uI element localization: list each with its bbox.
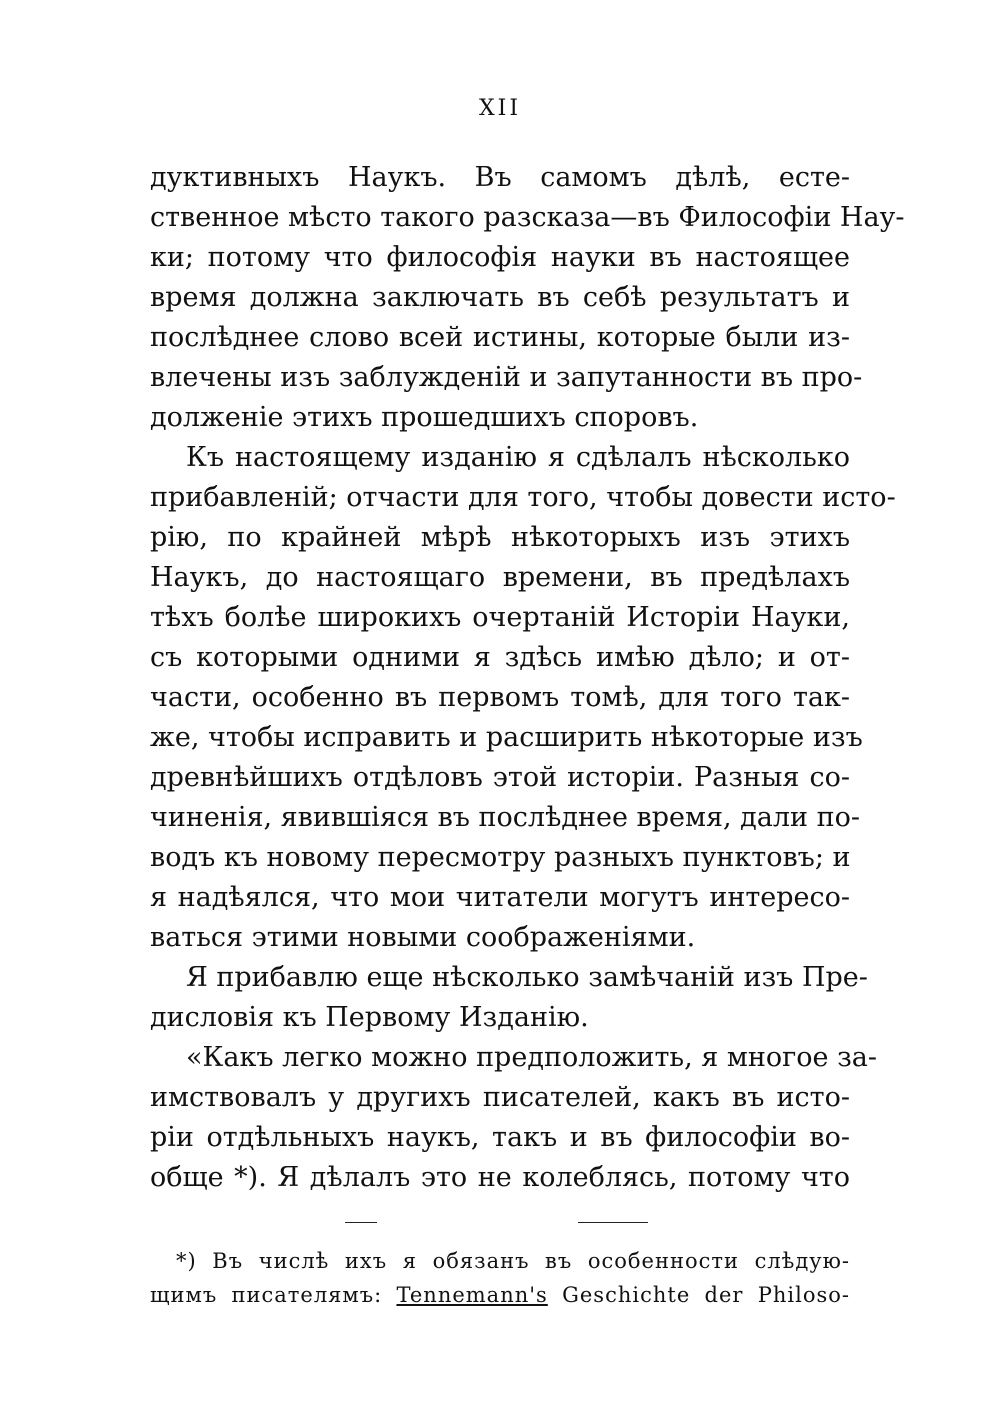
text-line: же, чтобы исправить и расширить нѣкоторые изъ [150, 722, 863, 753]
footnote-line [150, 1278, 850, 1312]
footnote [150, 1244, 850, 1312]
text-line: рію, по крайней мѣрѣ нѣкоторыхъ изъ этихъ [150, 522, 850, 553]
main-text [150, 158, 905, 1198]
footnote-divider [345, 1222, 377, 1223]
text-line: ваться этими новыми соображеніями. [150, 922, 696, 953]
text-line: время должна заключать въ себѣ результатъ и [150, 282, 850, 313]
text-line: ріи отдѣльныхъ наукъ, такъ и въ философіи во- [150, 1122, 850, 1153]
text-line: Наукъ, до настоящаго времени, въ предѣлахъ [150, 562, 850, 593]
text-line: влечены изъ заблужденій и запутанности въ про- [150, 362, 863, 393]
text-line: съ которыми одними я здѣсь имѣю дѣло; и от- [150, 642, 850, 673]
footnote-text: Geschichte der Philoso- [547, 1283, 850, 1307]
text-line: долженіе этихъ прошедшихъ споровъ. [150, 402, 699, 433]
text-line: обще *). Я дѣлалъ это не колеблясь, потому что [150, 1162, 850, 1193]
text-line: дисловія къ Первому Изданію. [150, 1002, 589, 1033]
text-line: древнѣйшихъ отдѣловъ этой исторіи. Разныя со- [150, 762, 850, 793]
text-line: имствовалъ у другихъ писателей, какъ въ исто- [150, 1082, 850, 1113]
text-line: дуктивныхъ Наукъ. Въ самомъ дѣлѣ, есте- [150, 162, 850, 193]
text-line: ственное мѣсто такого разсказа—въ Философіи Нау- [150, 202, 905, 233]
text-line: Къ настоящему изданію я сдѣлалъ нѣсколько [186, 442, 850, 473]
text-line: тѣхъ болѣе широкихъ очертаній Исторіи Науки, [150, 602, 850, 633]
footnote-text: щимъ писателямъ: [150, 1283, 397, 1307]
text-line: части, особенно въ первомъ томѣ, для того так- [150, 682, 850, 713]
text-line: водъ къ новому пересмотру разныхъ пунктовъ; и [150, 842, 851, 873]
text-line: «Какъ легко можно предположить, я многое за- [186, 1042, 878, 1073]
text-line: прибавленій; отчасти для того, чтобы довести исто- [150, 482, 896, 513]
footnote-line: *) Въ числѣ ихъ я обязанъ въ особенности слѣдую- [176, 1249, 850, 1273]
text-line: я надѣялся, что мои читатели могутъ интересо- [150, 882, 850, 913]
text-line: послѣднее слово всей истины, которые были из- [150, 322, 850, 353]
text-line: Я прибавлю еще нѣсколько замѣчаній изъ Пре- [186, 962, 868, 993]
footnote-author: Tennemann's [396, 1283, 548, 1307]
footnote-divider [578, 1222, 648, 1223]
text-line: ки; потому что философія науки въ настоящее [150, 242, 850, 273]
page-number: XII [478, 96, 522, 121]
text-line: чиненія, явившіяся въ послѣднее время, дали по- [150, 802, 861, 833]
